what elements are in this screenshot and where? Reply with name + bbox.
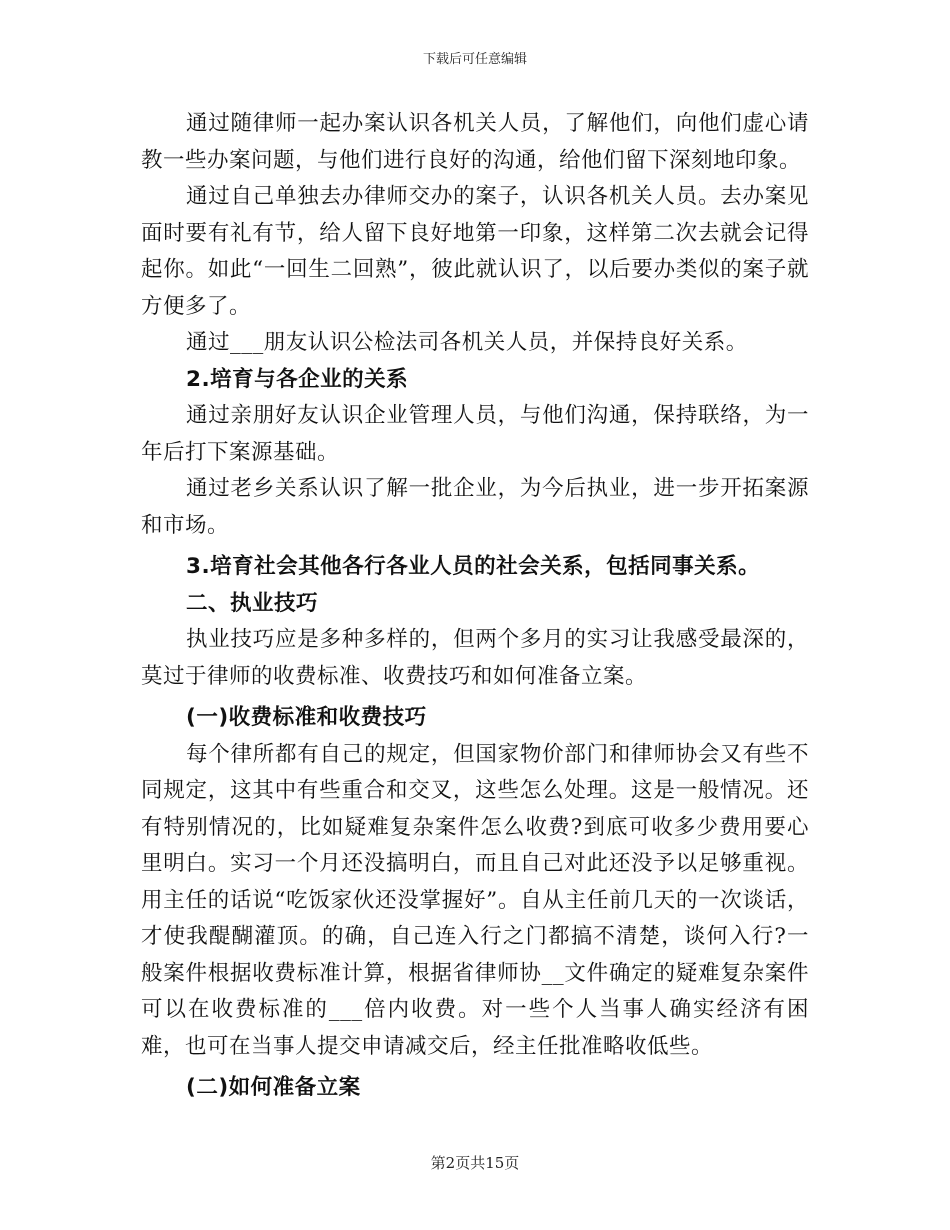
heading-2: 2.培育与各企业的关系 xyxy=(186,366,409,392)
page-header: 下载后可任意编辑 xyxy=(422,52,527,67)
paragraph-5: 通过老乡关系认识了解一批企业，为今后执业，进一步开拓案源和市场。 xyxy=(141,476,809,538)
heading-3: 3.培育社会其他各行各业人员的社会关系，包括同事关系。 xyxy=(186,554,761,579)
paragraph-3: 通过___朋友认识公检法司各机关人员，并保持良好关系。 xyxy=(186,330,748,355)
subheading-one: (一)收费标准和收费技巧 xyxy=(186,705,427,730)
page-footer: 第2页共15页 xyxy=(430,1154,520,1172)
paragraph-2: 通过自己单独去办律师交办的案子，认识各机关人员。去办案见面时要有礼有节，给人留下良好地第一印象，这样第二次去就会记得起你。如此“一回生二回熟”，彼此就认识了，以后要办类似的案子就方便多了。 xyxy=(141,184,809,319)
paragraph-6: 执业技巧应是多种多样的，但两个多月的实习让我感受最深的，莫过于律师的收费标准、收费技巧和如何准备立案。 xyxy=(141,627,809,689)
subheading-two: (二)如何准备立案 xyxy=(186,1075,361,1100)
document-body xyxy=(141,106,809,1107)
paragraph-1: 通过随律师一起办案认识各机关人员，了解他们，向他们虚心请教一些办案问题，与他们进行良好的沟通，给他们留下深刻地印象。 xyxy=(141,111,809,173)
paragraph-4: 通过亲朋好友认识企业管理人员，与他们沟通，保持联络，为一年后打下案源基础。 xyxy=(141,403,809,465)
section-heading-two: 二、执业技巧 xyxy=(186,590,319,616)
paragraph-7: 每个律所都有自己的规定，但国家物价部门和律师协会又有些不同规定，这其中有些重合和交叉，这些怎么处理。这是一般情况。还有特别情况的，比如疑难复杂案件怎么收费?到底可收多少费用要心里明白。实习一个月还没搞明白，而且自己对此还没予以足够重视。用主任的话说“吃饭家伙还没掌握好”。自从主任前几天的一次谈话，才使我醍醐灌顶。的确，自己连入行之门都搞不清楚，谈何入行?一般案件根据收费标准计算，根据省律师协__文件确定的疑难复杂案件可以在收费标准的___倍内收费。对一些个人当事人确实经济有困难，也可在当事人提交申请减交后，经主任批准略收低些。 xyxy=(141,741,809,1059)
